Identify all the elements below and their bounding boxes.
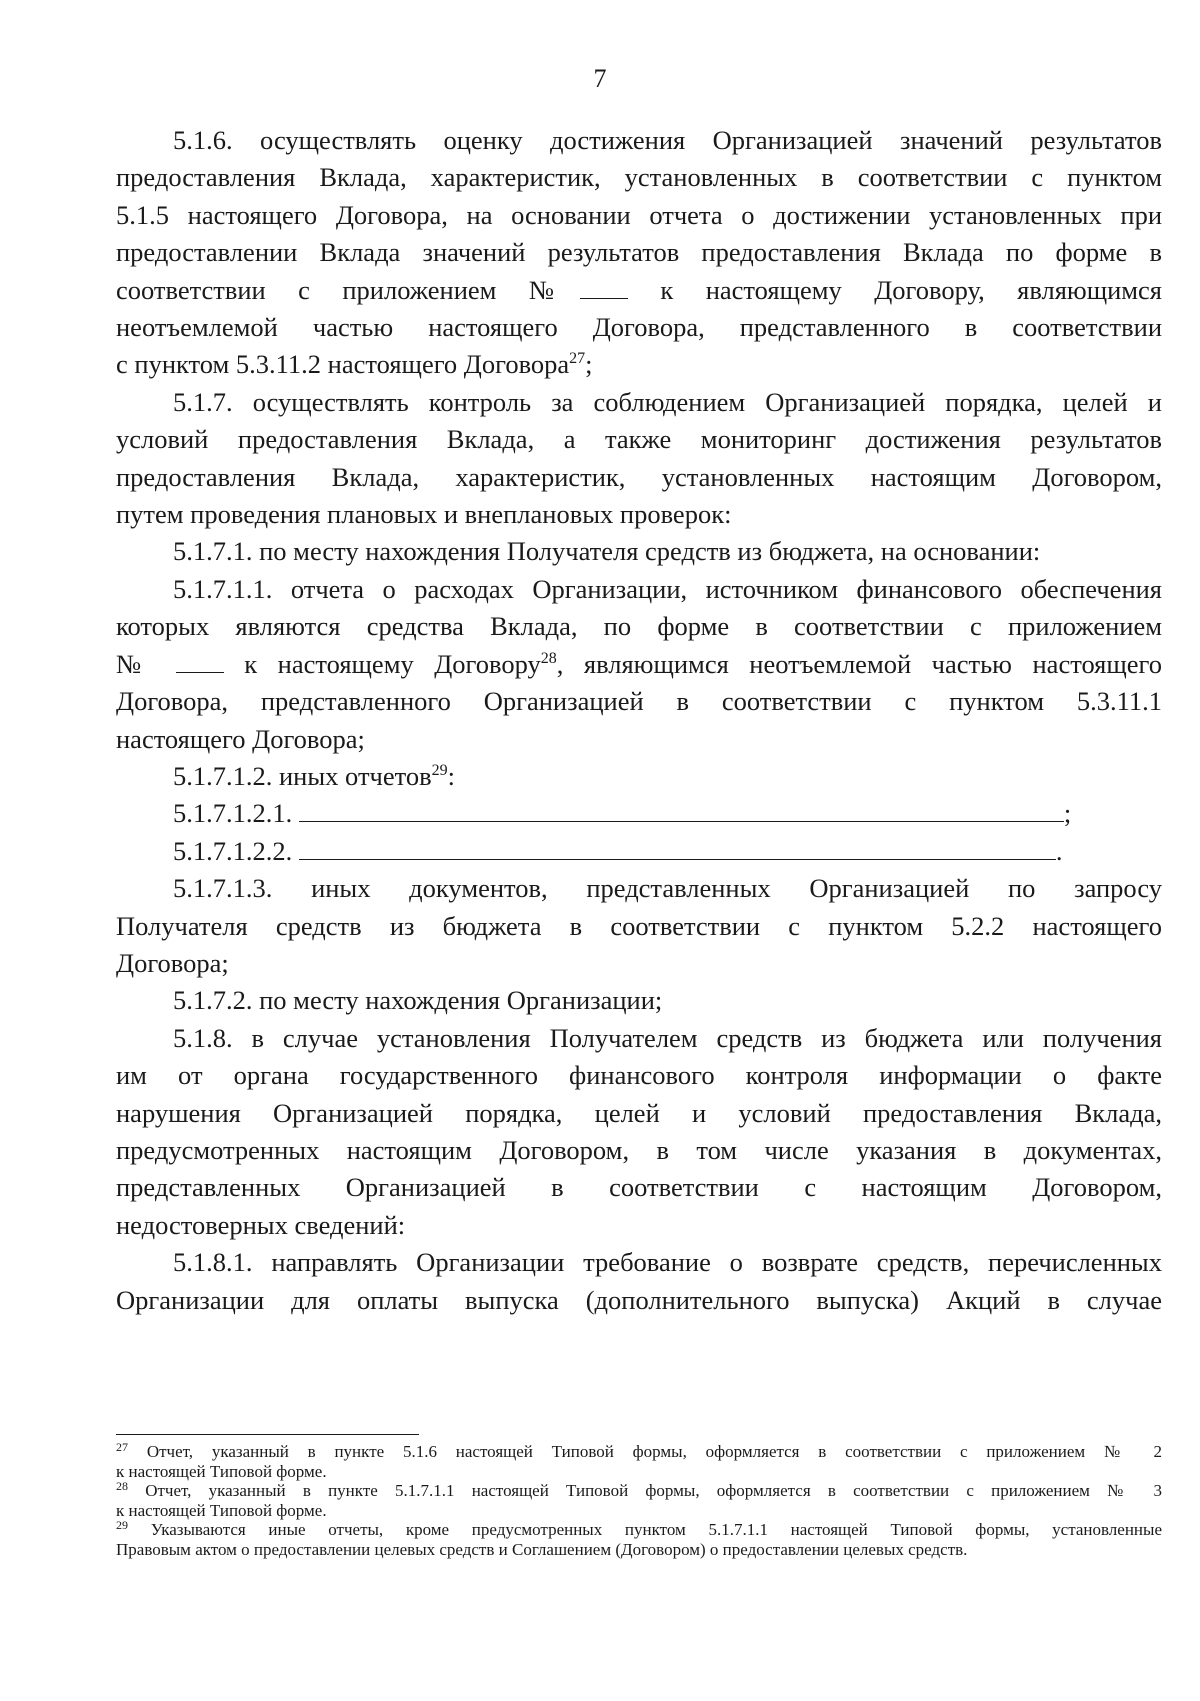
clause-5-1-8-line: 5.1.8. в случае установления Получателем средств из бюджета или получения xyxy=(173,1022,1162,1053)
clause-5-1-6-line: предоставлении Вклада значений результатов предоставления Вклада по форме в xyxy=(116,237,1162,268)
appendix-number-blank xyxy=(176,650,224,673)
footnote-text: к настоящей Типовой форме. xyxy=(116,1461,327,1481)
clause-5-1-8-1-line: Организации для оплаты выпуска (дополнительного выпуска) Акций в случае xyxy=(116,1284,1162,1315)
clause-5-1-7-line: путем проведения плановых и внеплановых проверок: xyxy=(116,499,732,530)
page-number: 7 xyxy=(593,64,607,93)
fill-in-line xyxy=(299,801,1064,822)
footnote-number: 29 xyxy=(116,1518,128,1532)
text-fragment: № xyxy=(116,648,156,679)
text-fragment: соответствии с приложением № xyxy=(116,274,580,305)
footnote-number: 27 xyxy=(116,1440,128,1454)
text-fragment: . xyxy=(1055,835,1063,866)
clause-5-1-7-1-3-line: Получателя средств из бюджета в соответствии с пунктом 5.2.2 настоящего xyxy=(116,910,1162,941)
clause-5-1-6-line: 5.1.5 настоящего Договора, на основании отчета о достижении установленных при xyxy=(116,199,1162,230)
clause-5-1-8-line: недостоверных сведений: xyxy=(116,1209,406,1240)
text-fragment: ; xyxy=(1063,798,1072,829)
clause-5-1-7-line: 5.1.7. осуществлять контроль за соблюдением Организацией порядка, целей и xyxy=(173,386,1162,417)
footnote-text: Отчет, указанный в пункте 5.1.6 настоящей Типовой формы, оформляется в соответствии с приложением № 2 xyxy=(146,1442,1163,1461)
clause-5-1-7-1-2-1 xyxy=(116,795,1162,832)
clause-5-1-6-line xyxy=(116,346,1162,383)
footnote-ref-28: 28 xyxy=(540,649,557,667)
clause-5-1-6-line xyxy=(116,272,1162,309)
text-fragment: : xyxy=(447,760,455,791)
footnote-text: Отчет, указанный в пункте 5.1.7.1.1 настоящей Типовой формы, оформляется в соответствии с приложением № 3 xyxy=(145,1481,1163,1500)
text-fragment: , являющимся неотъемлемой частью настоящего xyxy=(556,648,1163,679)
footnote-ref-29: 29 xyxy=(431,761,448,779)
footnote-ref-27: 27 xyxy=(569,350,586,368)
clause-5-1-7-1-1-line: настоящего Договора; xyxy=(116,723,365,754)
footnote-separator xyxy=(116,1434,419,1435)
clause-5-1-7-1: 5.1.7.1. по месту нахождения Получателя средств из бюджета, на основании: xyxy=(173,536,1041,567)
text-fragment: к настоящему Договору, являющимся xyxy=(660,274,1162,305)
clause-5-1-6-line: неотъемлемой частью настоящего Договора, представленного в соответствии xyxy=(116,312,1162,343)
clause-5-1-7-2: 5.1.7.2. по месту нахождения Организации; xyxy=(173,985,663,1016)
clause-label: 5.1.7.1.2.1. xyxy=(173,798,293,829)
clause-5-1-6-line: 5.1.6. осуществлять оценку достижения Организацией значений результатов xyxy=(173,125,1162,155)
footnote-28 xyxy=(116,1481,1162,1520)
footnote-text: к настоящей Типовой форме. xyxy=(116,1500,327,1520)
text-fragment: 5.1.7.1.2. иных отчетов xyxy=(173,760,432,791)
footnotes xyxy=(116,1442,1162,1559)
clause-5-1-7-1-2-2 xyxy=(116,833,1162,870)
footnote-text: Указываются иные отчеты, кроме предусмотренных пунктом 5.1.7.1.1 настоящей Типовой формы, установленные xyxy=(150,1520,1162,1539)
clause-5-1-8-line: им от органа государственного финансового контроля информации о факте xyxy=(116,1060,1162,1091)
clause-5-1-7-1-1-line: Договора, представленного Организацией в соответствии с пунктом 5.3.11.1 xyxy=(116,686,1162,717)
clause-5-1-7-line: условий предоставления Вклада, а также мониторинг достижения результатов xyxy=(116,424,1162,455)
clause-5-1-8-line: представленных Организацией в соответствии с настоящим Договором, xyxy=(116,1172,1162,1203)
clause-5-1-6-line: предоставления Вклада, характеристик, установленных в соответствии с пунктом xyxy=(116,162,1162,193)
text-fragment: к настоящему Договору xyxy=(244,648,541,679)
footnote-number: 28 xyxy=(116,1479,128,1493)
clause-5-1-7-1-3-line: 5.1.7.1.3. иных документов, представленных Организацией по запросу xyxy=(173,873,1162,904)
clause-5-1-7-1-2 xyxy=(116,758,1162,795)
clause-5-1-8-1-line: 5.1.8.1. направлять Организации требование о возврате средств, перечисленных xyxy=(173,1247,1162,1278)
clause-5-1-7-1-1-line: которых являются средства Вклада, по форме в соответствии с приложением xyxy=(116,611,1162,642)
clause-5-1-7-1-3-line: Договора; xyxy=(116,947,229,978)
footnote-text: Правовым актом о предоставлении целевых средств и Соглашением (Договором) о предоставлении целевых средств. xyxy=(116,1539,968,1559)
footnote-27 xyxy=(116,1442,1162,1481)
clause-5-1-8-line: нарушения Организацией порядка, целей и условий предоставления Вклада, xyxy=(116,1097,1162,1128)
clause-5-1-7-1-1-line: 5.1.7.1.1. отчета о расходах Организации, источником финансового обеспечения xyxy=(173,573,1162,604)
appendix-number-blank xyxy=(580,276,628,299)
text-fragment: с пунктом 5.3.11.2 настоящего Договора xyxy=(116,349,570,380)
clause-label: 5.1.7.1.2.2. xyxy=(173,835,293,866)
clause-5-1-7-line: предоставления Вклада, характеристик, установленных настоящим Договором, xyxy=(116,461,1162,492)
clause-5-1-7-1-1-line xyxy=(116,646,1162,683)
text-fragment: ; xyxy=(585,349,593,380)
footnote-29 xyxy=(116,1520,1162,1559)
fill-in-line xyxy=(299,839,1056,860)
clause-5-1-8-line: предусмотренных настоящим Договором, в том числе указания в документах, xyxy=(116,1134,1162,1165)
document-body xyxy=(116,122,1162,1319)
